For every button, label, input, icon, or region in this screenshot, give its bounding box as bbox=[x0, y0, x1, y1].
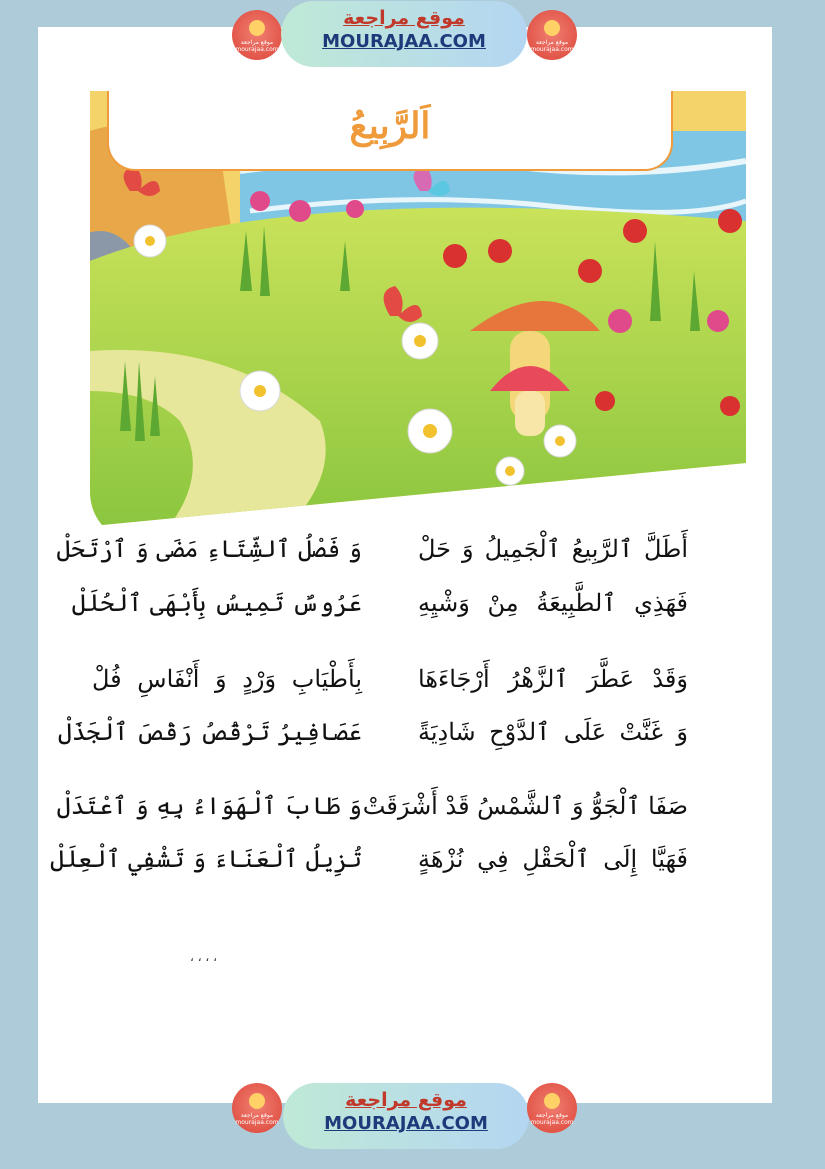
poem-line-right: صَفَا ٱلْجَوُّ وَ ٱلشَّمْسُ قَدْ أَشْرَقَتْ bbox=[362, 792, 688, 820]
page-title: اَلرَّبِيعُ bbox=[349, 105, 431, 147]
brand-logo-icon: موقع مراجعة mourajaa.com bbox=[527, 1083, 577, 1133]
poem-line-left: عَصَافِيرُ تَرْقُصُ رَقْصَ ٱلْجَذَلْ bbox=[57, 718, 362, 746]
poem-line-right: وَقَدْ عَطَّرَ ٱلزَّهْرُ أَرْجَاءَهَا bbox=[418, 665, 688, 693]
header-brand-arabic[interactable]: موقع مراجعة bbox=[343, 7, 465, 29]
footer-brand-badge[interactable] bbox=[283, 1083, 529, 1149]
poem-line-right: وَ غَنَّتْ عَلَى ٱلدَّوْحِ شَادِيَةً bbox=[418, 718, 688, 746]
poem-line-left: عَرُوسٌ تَمِيسُ بِأَبْهَى ٱلْحُلَلْ bbox=[71, 589, 362, 617]
trailing-marks: ، ، ، ، bbox=[190, 950, 217, 964]
poem-line-left: وَ فَصْلُ ٱلشِّتَاءِ مَضَى وَ ٱرْتَحَلْ bbox=[56, 535, 362, 563]
brand-logo-icon: موقع مراجعة mourajaa.com bbox=[232, 10, 282, 60]
header-brand-link[interactable]: MOURAJAA.COM bbox=[322, 31, 486, 52]
title-banner bbox=[107, 91, 673, 171]
footer-brand-arabic[interactable]: موقع مراجعة bbox=[345, 1089, 467, 1111]
poem-line-left: بِأَطْيَابِ وَرْدٍ وَ أَنْفَاسِ فُلْ bbox=[92, 665, 362, 693]
poem-line-right: فَهَذِي ٱلطَّبِيعَةُ مِنْ وَشْيِهِ bbox=[418, 589, 688, 617]
brand-logo-icon: موقع مراجعة mourajaa.com bbox=[232, 1083, 282, 1133]
poem-line-left: تُزِيلُ ٱلْعَنَاءَ وَ تَشْفِي ٱلْعِلَلْ bbox=[50, 845, 362, 873]
poem-line-left: وَ طَابَ ٱلْهَوَاءُ بِهِ وَ ٱعْتَدَلْ bbox=[56, 792, 362, 820]
brand-logo-icon: موقع مراجعة mourajaa.com bbox=[527, 10, 577, 60]
poem-line-right: أَطَلَّ ٱلرَّبِيعُ ٱلْجَمِيلُ وَ حَلْ bbox=[418, 535, 688, 563]
poem-line-right: فَهَيَّا إِلَى ٱلْحَقْلِ فِي نُزْهَةٍ bbox=[418, 845, 688, 873]
footer-brand-link[interactable]: MOURAJAA.COM bbox=[324, 1113, 488, 1134]
header-brand-badge[interactable] bbox=[281, 1, 527, 67]
